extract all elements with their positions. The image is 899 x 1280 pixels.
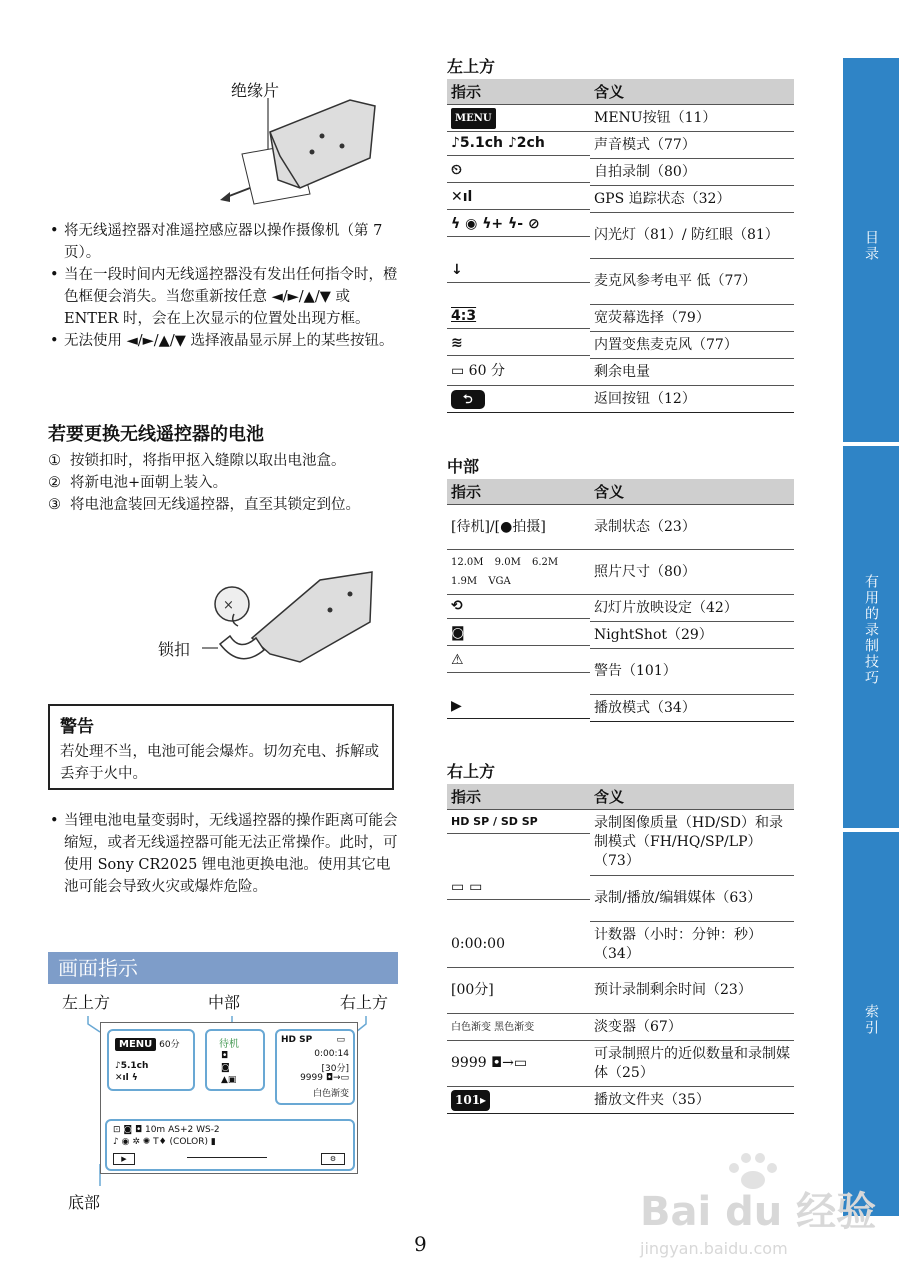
option-button-icon: ⚙ — [321, 1153, 345, 1165]
slideshow-icon: ⟲ — [447, 595, 590, 619]
pane-top-left — [107, 1029, 195, 1091]
nightshot-icon: ◙ — [221, 1063, 230, 1073]
table-row: MENU MENU按钮（11） — [447, 105, 794, 132]
upper-left-title: 左上方 — [447, 57, 496, 76]
tab-contents[interactable]: 目录 — [843, 58, 899, 442]
standby-status: 待机 — [219, 1039, 239, 1050]
col-header-meaning: 含义 — [590, 79, 794, 105]
col-header-meaning: 含义 — [590, 784, 794, 810]
wide-select-icon: 4:3 — [447, 305, 590, 329]
table-row: ▭ 60 分 剩余电量 — [447, 359, 794, 386]
table-row: 4:3 宽荧幕选择（79） — [447, 305, 794, 332]
watermark-text: Bai du 经验 jingyan.baidu.com — [640, 1189, 877, 1258]
pane-top-right — [275, 1029, 355, 1105]
middle-title: 中部 — [447, 457, 480, 476]
media-icon: ▭ — [336, 1035, 345, 1045]
table-row: 0:00:00 计数器（小时：分钟：秒）（34） — [447, 922, 794, 968]
col-header-icon: 指示 — [447, 79, 590, 105]
quality-icon: HD SP — [281, 1035, 313, 1045]
insulation-label: 绝缘片 — [231, 81, 280, 100]
table-row: 12.0M 9.0M 6.2M 1.9M VGA 照片尺寸（80） — [447, 550, 794, 595]
step-item: ② 将新电池+面朝上装入。 — [48, 475, 228, 491]
table-row: HD SP / SD SP 录制图像质量（HD/SD）和录制模式（FH/HQ/SP/LP）（73） — [447, 810, 794, 876]
zoom-bar — [187, 1157, 267, 1158]
diagram-label-top-left: 左上方 — [62, 993, 111, 1012]
tab-index[interactable]: 索引 — [843, 832, 899, 1216]
table-row: ϟ ◉ ϟ+ ϟ- ⊘闪光灯（81）/ 防红眼（81） — [447, 213, 794, 259]
remote-insulation-figure — [210, 96, 380, 206]
screen-indicators-heading: 画面指示 — [48, 952, 398, 984]
bottom-icons-row2: ♪ ◉ ✲ ✺ T♦ (COLOR) ▮ — [113, 1137, 216, 1147]
diagram-label-bottom: 底部 — [68, 1193, 101, 1212]
fader-readout: 白色渐变 — [312, 1089, 349, 1099]
table-middle — [447, 479, 794, 722]
mic-level-icon: ↓ — [447, 259, 590, 283]
table-row: [待机]/[●拍摄] 录制状态（23） — [447, 505, 794, 550]
table-row: 101▸ 播放文件夹（35） — [447, 1087, 794, 1114]
image-size-icon: 12.0M 9.0M 6.2M 1.9M VGA — [447, 550, 590, 595]
audio-mode-icon: ♪5.1ch ♪2ch — [447, 132, 590, 156]
media-icon: ▭ ▭ — [447, 876, 590, 900]
quality-icon: HD SP / SD SP — [447, 810, 590, 834]
photo-size-icon: ◘ — [221, 1051, 229, 1061]
battery-replace-figure — [190, 566, 375, 672]
playback-button-icon: ▶ — [113, 1153, 135, 1165]
pane-bottom — [105, 1119, 355, 1171]
list-item: • 将无线遥控器对准遥控感应器以操作摄像机（第 7 页）。 — [48, 220, 398, 264]
table-row: ♪5.1ch ♪2ch 声音模式（77） — [447, 132, 794, 159]
tab-recording-tips[interactable]: 有用的录制技巧 — [843, 446, 899, 828]
warning-icon: ⚠ — [447, 649, 590, 673]
counter-text: 0:00:00 — [447, 922, 590, 968]
menu-icon: MENU — [115, 1038, 156, 1051]
table-row: ▭ ▭录制/播放/编辑媒体（63） — [447, 876, 794, 922]
col-header-icon: 指示 — [447, 479, 590, 505]
col-header-meaning: 含义 — [590, 479, 794, 505]
return-icon: ⮌ — [451, 390, 485, 409]
self-timer-icon: ⏲ — [447, 159, 590, 183]
warning-title: 警告 — [60, 717, 94, 737]
fader-text: 白色渐变 黑色渐变 — [447, 1014, 590, 1041]
photo-count-text: 9999 ◘→▭ — [447, 1041, 590, 1087]
play-mode-icon: ▶ — [447, 695, 590, 719]
menu-icon: MENU — [451, 108, 496, 129]
table-row: [00分] 预计录制剩余时间（23） — [447, 968, 794, 1014]
remain-time-text: [00分] — [447, 968, 590, 1014]
gps-icon: ✕ıl ϟ — [115, 1073, 138, 1083]
gps-icon: ✕ıl — [447, 186, 590, 210]
battery-steps — [48, 450, 388, 516]
nightshot-icon: ◙ — [447, 622, 590, 646]
list-item: • 无法使用 ◄/►/▲/▼ 选择液晶显示屏上的某些按钮。 — [48, 330, 398, 352]
rec-status-text: [待机]/[●拍摄] — [447, 505, 590, 550]
list-item: • 当在一段时间内无线遥控器没有发出任何指令时，橙色框便会消失。当您重新按任意 ◄/►/▲/▼ 或 ENTER 时，会在上次显示的位置处出现方框。 — [48, 264, 398, 330]
list-item: • 当锂电池电量变弱时，无线遥控器的操作距离可能会缩短，或者无线遥控器可能无法正常操作。此时，可使用 Sony CR2025 锂电池更换电池。使用其它电池可能会导致火灾或爆炸危险。 — [48, 810, 398, 898]
table-row: ⮌ 返回按钮（12） — [447, 386, 794, 413]
photo-count: 9999 ◘→▭ — [300, 1073, 349, 1083]
usage-notes — [48, 220, 398, 352]
warning-text: 若处理不当，电池可能会爆炸。切勿充电、拆解或丢弃于火中。 — [60, 744, 379, 782]
bottom-icons-row1: ⊡ ◙ ◘ 10m AS+2 WS-2 — [113, 1125, 220, 1135]
table-row: ◙ NightShot（29） — [447, 622, 794, 649]
warning-box — [48, 704, 394, 790]
screen-diagram — [100, 1022, 358, 1174]
col-header-icon: 指示 — [447, 784, 590, 810]
battery-note — [48, 810, 398, 898]
audio-mode-icon: ♪5.1ch — [115, 1061, 149, 1071]
table-row: ⚠警告（101） — [447, 649, 794, 695]
flash-icon: ϟ ◉ ϟ+ ϟ- ⊘ — [447, 213, 590, 237]
battery-readout: 60分 — [159, 1040, 180, 1050]
battery-icon: ▭ 60 分 — [447, 359, 590, 386]
table-row: ⟲ 幻灯片放映设定（42） — [447, 595, 794, 622]
warning-icon: ▲▣ — [221, 1075, 237, 1085]
table-row: 白色渐变 黑色渐变 淡变器（67） — [447, 1014, 794, 1041]
zoom-mic-icon: ≋ — [447, 332, 590, 356]
upper-right-title: 右上方 — [447, 762, 496, 781]
table-row: ▶ 播放模式（34） — [447, 695, 794, 722]
lock-label: 锁扣 — [158, 640, 191, 659]
battery-section-title: 若要更换无线遥控器的电池 — [48, 424, 264, 445]
svg-text:×: × — [223, 598, 234, 613]
pane-center — [205, 1029, 265, 1091]
counter-readout: 0:00:14 — [314, 1049, 349, 1059]
step-item: ③ 将电池盒装回无线遥控器，直至其锁定到位。 — [48, 497, 360, 513]
remain-readout: [30分] — [321, 1064, 349, 1074]
table-row: ✕ıl GPS 追踪状态（32） — [447, 186, 794, 213]
diagram-label-center: 中部 — [208, 993, 241, 1012]
page-number: 9 — [414, 1232, 427, 1256]
folder-icon: 101▸ — [451, 1090, 490, 1111]
step-item: ① 按锁扣时，将指甲抠入缝隙以取出电池盒。 — [48, 453, 346, 469]
baidu-watermark — [640, 1150, 880, 1260]
table-row: ⏲ 自拍录制（80） — [447, 159, 794, 186]
table-row: ↓麦克风参考电平 低（77） — [447, 259, 794, 305]
diagram-label-top-right: 右上方 — [340, 993, 389, 1012]
table-row: ≋ 内置变焦麦克风（77） — [447, 332, 794, 359]
table-row: 9999 ◘→▭ 可录制照片的近似数量和录制媒体（25） — [447, 1041, 794, 1087]
table-upper-left — [447, 79, 794, 413]
table-upper-right — [447, 784, 794, 1114]
